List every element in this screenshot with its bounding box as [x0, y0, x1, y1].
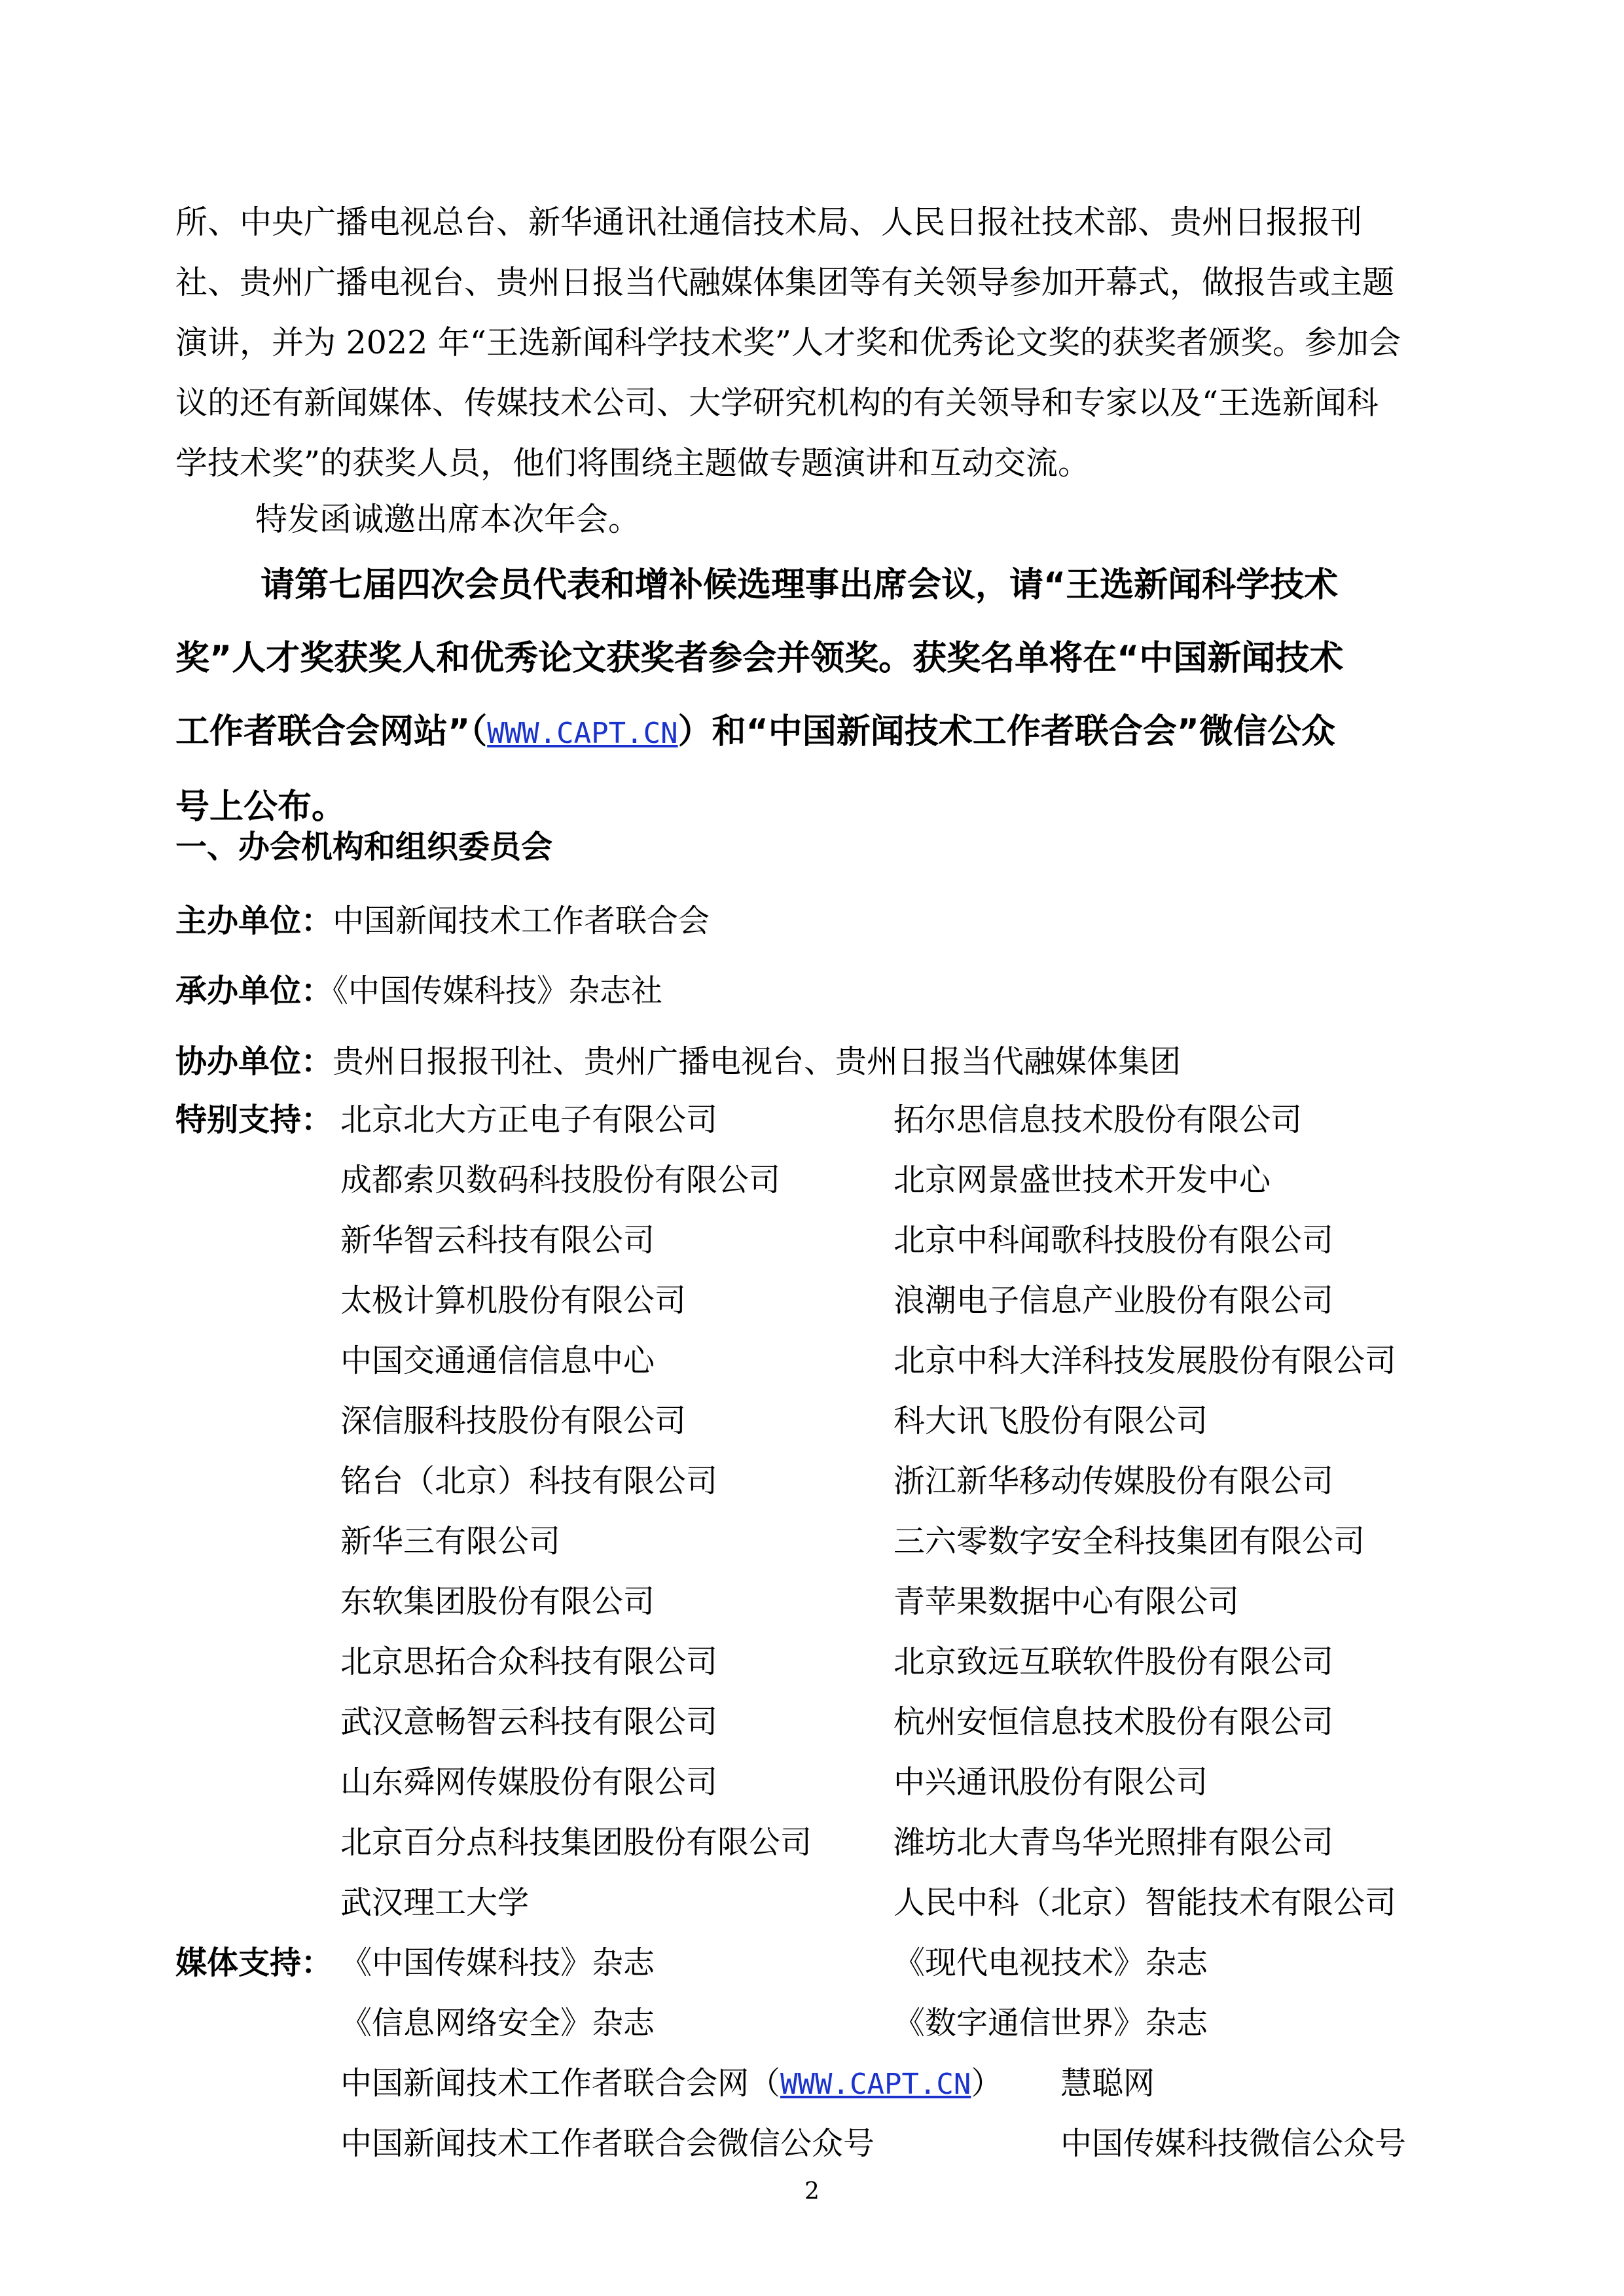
special-support-left-item: 武汉理工大学: [340, 1884, 530, 1921]
co-organizer-value: 贵州日报报刊社、贵州广播电视台、贵州日报当代融媒体集团: [333, 1043, 1182, 1080]
intro-line: 演讲，并为 2022 年“王选新闻科学技术奖”人才奖和优秀论文奖的获奖者颁奖。参加会: [175, 324, 1401, 361]
section-title: 一、办会机构和组织委员会: [175, 829, 553, 865]
special-support-left-item: 武汉意畅智云科技有限公司: [340, 1704, 718, 1740]
media-support-item: 慧聪网: [1060, 2065, 1155, 2102]
media-support-label: 媒体支持：: [175, 1945, 333, 1981]
intro-line: 议的还有新闻媒体、传媒技术公司、大学研究机构的有关领导和专家以及“王选新闻科: [175, 384, 1379, 422]
special-support-left-item: 新华智云科技有限公司: [340, 1222, 655, 1259]
special-support-left-item: 中国交通通信信息中心: [340, 1342, 655, 1379]
special-support-right-item: 浙江新华移动传媒股份有限公司: [893, 1463, 1334, 1499]
undertaker-label: 承办单位：: [175, 973, 333, 1009]
special-support-right-item: 浪潮电子信息产业股份有限公司: [893, 1282, 1334, 1319]
special-support-left-item: 成都索贝数码科技股份有限公司: [340, 1162, 781, 1198]
special-support-left-item: 东软集团股份有限公司: [340, 1583, 655, 1620]
special-support-right-item: 北京中科大洋科技发展股份有限公司: [893, 1342, 1397, 1379]
media-support-item: 《中国传媒科技》杂志: [340, 1945, 655, 1981]
media-support-item: 《现代电视技术》杂志: [893, 1945, 1208, 1981]
undertaker-value: 《中国传媒科技》杂志社: [333, 973, 663, 1009]
special-support-left-item: 新华三有限公司: [340, 1523, 561, 1560]
media-support-item: 中国新闻技术工作者联合会微信公众号: [340, 2125, 875, 2162]
page-number: 2: [804, 2178, 820, 2205]
notice-line: 请第七届四次会员代表和增补候选理事出席会议，请“王选新闻科学技术: [261, 565, 1339, 605]
special-support-left-item: 深信服科技股份有限公司: [340, 1403, 687, 1439]
invitation-sentence: 特发函诚邀出席本次年会。: [255, 501, 641, 538]
special-support-right-item: 北京中科闻歌科技股份有限公司: [893, 1222, 1334, 1259]
special-support-right-item: 北京致远互联软件股份有限公司: [893, 1643, 1334, 1680]
host-value: 中国新闻技术工作者联合会: [333, 903, 710, 939]
special-support-left-item: 北京百分点科技集团股份有限公司: [340, 1824, 812, 1861]
special-support-right-item: 科大讯飞股份有限公司: [893, 1403, 1208, 1439]
notice-line: 奖”人才奖获奖人和优秀论文获奖者参会并领奖。获奖名单将在“中国新闻技术: [175, 639, 1344, 678]
capt-website-link[interactable]: WWW.CAPT.CN: [780, 2068, 971, 2101]
notice-paragraph: [175, 548, 1452, 844]
capt-website-link[interactable]: WWW.CAPT.CN: [487, 717, 678, 750]
media-support-item: 《信息网络安全》杂志: [340, 2005, 655, 2041]
host-organizer-row: [175, 895, 710, 941]
host-label: 主办单位：: [175, 903, 333, 939]
special-support-left-item: 北京北大方正电子有限公司: [340, 1102, 718, 1138]
intro-line: 学技术奖”的获奖人员，他们将围绕主题做专题演讲和互动交流。: [175, 444, 1091, 482]
special-support-left-item: 铭台（北京）科技有限公司: [340, 1463, 718, 1499]
special-support-right-item: 青苹果数据中心有限公司: [893, 1583, 1240, 1620]
co-organizer-label: 协办单位：: [175, 1043, 333, 1080]
media-support-item: 《数字通信世界》杂志: [893, 2005, 1208, 2041]
special-support-left-item: 太极计算机股份有限公司: [340, 1282, 687, 1319]
special-support-left-item: 北京思拓合众科技有限公司: [340, 1643, 718, 1680]
special-support-left-item: 山东舜网传媒股份有限公司: [340, 1764, 718, 1801]
intro-paragraph: [175, 192, 1452, 493]
media-support-item: [340, 2058, 1002, 2103]
notice-text: ）和“中国新闻技术工作者联合会”微信公众: [677, 712, 1335, 751]
intro-line: 社、贵州广播电视台、贵州日报当代融媒体集团等有关领导参加开幕式，做报告或主题: [175, 264, 1395, 301]
special-support-right-item: 北京网景盛世技术开发中心: [893, 1162, 1271, 1198]
special-support-right-item: 三六零数字安全科技集团有限公司: [893, 1523, 1365, 1560]
undertaker-row: [175, 965, 662, 1011]
co-organizer-row: [175, 1036, 1181, 1081]
intro-line: 所、中央广播电视总台、新华通讯社通信技术局、人民日报社技术部、贵州日报报刊: [175, 204, 1363, 241]
special-support-right-item: 潍坊北大青鸟华光照排有限公司: [893, 1824, 1334, 1861]
special-support-label: 特别支持：: [175, 1102, 333, 1138]
special-support-right-item: 杭州安恒信息技术股份有限公司: [893, 1704, 1334, 1740]
notice-line: 号上公布。: [175, 787, 346, 827]
special-support-right-item: 拓尔思信息技术股份有限公司: [893, 1102, 1303, 1138]
media-support-item: 中国传媒科技微信公众号: [1060, 2125, 1407, 2162]
media-support-text: ）: [971, 2065, 1003, 2102]
special-support-right-item: 人民中科（北京）智能技术有限公司: [893, 1884, 1397, 1921]
special-support-right-item: 中兴通讯股份有限公司: [893, 1764, 1208, 1801]
notice-line: [175, 695, 1452, 770]
notice-text: 工作者联合会网站”（: [175, 712, 488, 751]
media-support-text: 中国新闻技术工作者联合会网（: [340, 2065, 781, 2102]
